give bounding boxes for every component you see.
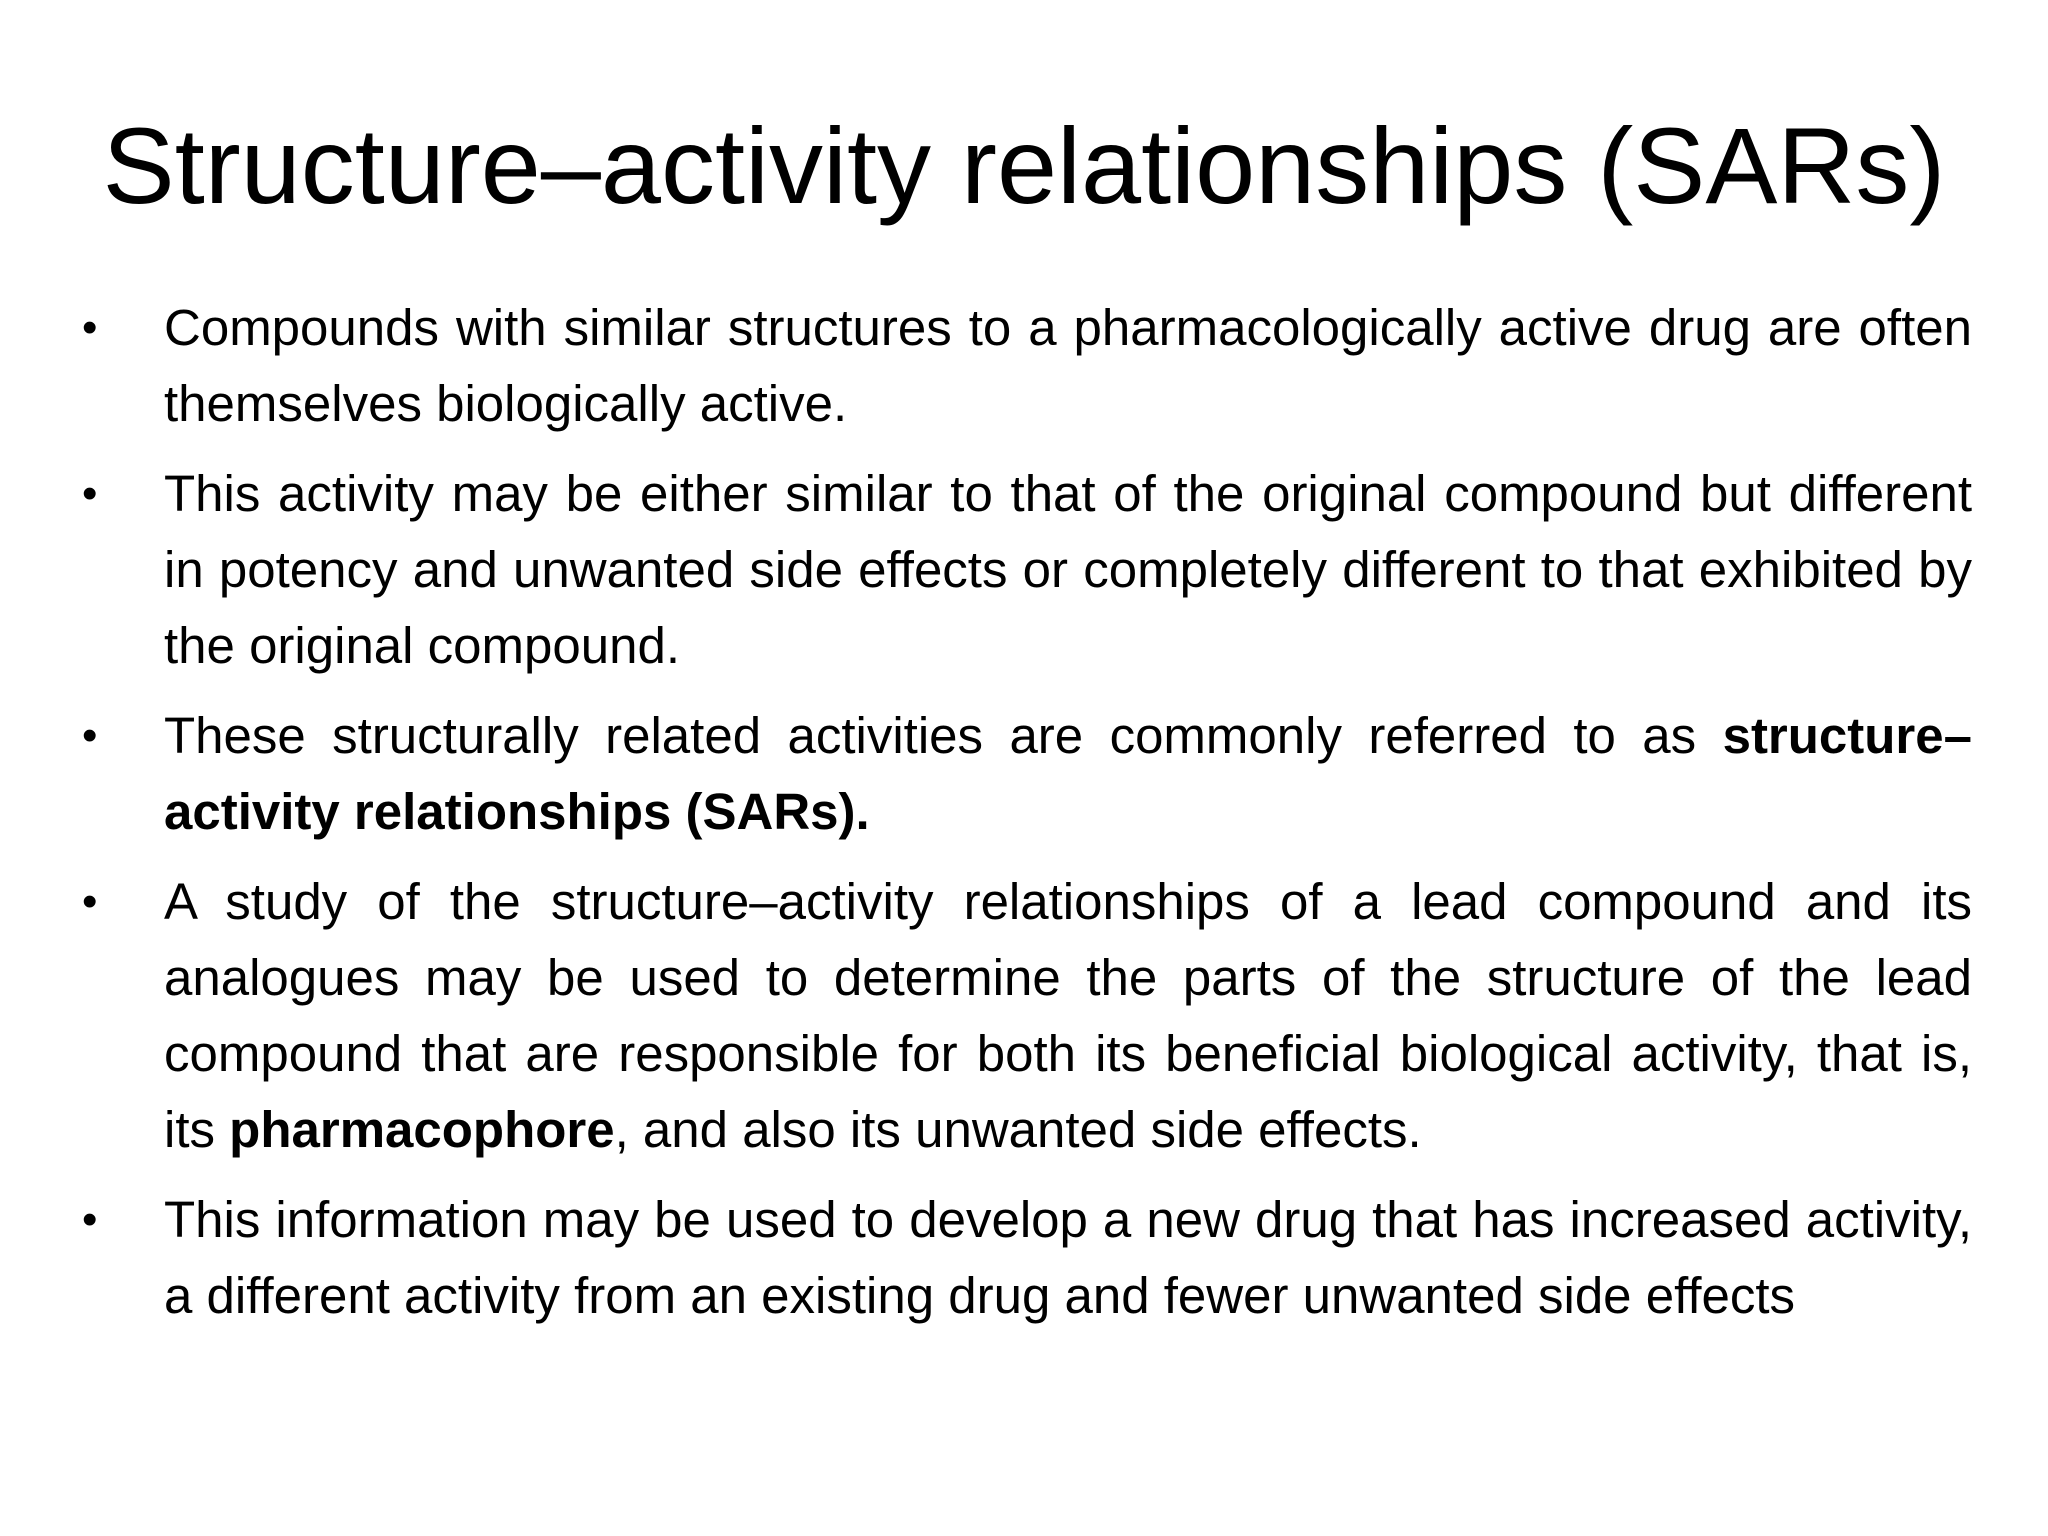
bullet-text-after: , and also its unwanted side effects. [614, 1101, 1422, 1158]
slide-title: Structure–activity relationships (SARs) [102, 105, 1946, 226]
bullet-bold-term: structure–activity relationships (SARs). [164, 707, 1972, 840]
bullet-item-3 [82, 698, 1972, 850]
bullet-dot-icon: • [82, 877, 98, 926]
bullet-item-1 [82, 290, 1972, 442]
bullet-item-2 [82, 456, 1972, 684]
bullet-dot-icon: • [82, 711, 98, 760]
bullet-dot-icon: • [82, 469, 98, 518]
bullet-item-5 [82, 1182, 1972, 1334]
bullet-text: This information may be used to develop a new drug that has increased activity, a different activity from an existing drug and fewer unwanted side effects [164, 1191, 1972, 1324]
bullet-dot-icon: • [82, 303, 98, 352]
bullet-dot-icon: • [82, 1195, 98, 1244]
bullet-text-before: A study of the structure–activity relationships of a lead compound and its analogues may be used to determine the parts of the structure of the lead compound that are responsible for both its beneficial biological activity, that is, its [164, 873, 1972, 1158]
bullet-text-before: These structurally related activities are commonly referred to as [164, 707, 1723, 764]
bullet-item-4 [82, 864, 1972, 1168]
bullet-bold-term: pharmacophore [229, 1101, 615, 1158]
bullet-text: This activity may be either similar to that of the original compound but different in potency and unwanted side effects or completely different to that exhibited by the original compound. [164, 465, 1972, 674]
bullet-list [82, 290, 1972, 1334]
bullet-text: Compounds with similar structures to a pharmacologically active drug are often themselves biologically active. [164, 299, 1972, 432]
